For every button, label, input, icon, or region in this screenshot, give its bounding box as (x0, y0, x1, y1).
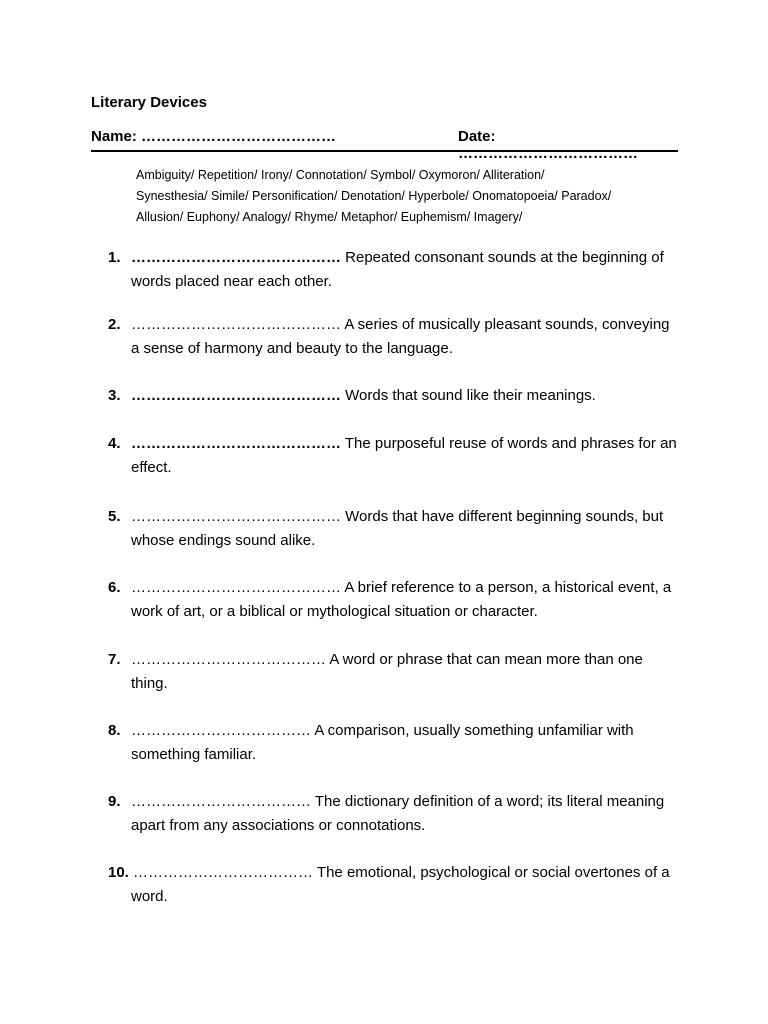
answer-blank: ……………………………… (131, 793, 311, 810)
page-title: Literary Devices (91, 94, 207, 111)
answer-blank: …………………………………… (131, 435, 341, 452)
date-field: Date: ……………………………… (458, 128, 638, 162)
question-text: A comparison, usually something unfamiliar with something familiar. (131, 722, 634, 763)
name-field: Name: ………………………………… (91, 128, 337, 145)
question-number: 1. (108, 249, 121, 266)
answer-blank: ……………………………… (131, 722, 311, 739)
question-text: A brief reference to a person, a historical event, a work of art, or a biblical or mythological situation or character. (131, 579, 672, 620)
answer-blank: …………………………………… (131, 387, 341, 404)
question-item (108, 246, 678, 294)
answer-blank: ……………………………… (133, 864, 314, 881)
question-number: 10. (108, 864, 129, 881)
question-text: The dictionary definition of a word; its literal meaning apart from any associations or connotations. (131, 793, 665, 834)
question-number: 9. (108, 793, 121, 810)
question-number: 5. (108, 508, 121, 525)
header-row (91, 128, 678, 162)
question-number: 4. (108, 435, 121, 452)
answer-blank: …………………………………… (131, 508, 341, 525)
word-bank (136, 165, 696, 228)
question-item (108, 861, 678, 909)
question-item (108, 505, 678, 553)
word-bank-line: Allusion/ Euphony/ Analogy/ Rhyme/ Metaphor/ Euphemism/ Imagery/ (136, 210, 523, 224)
question-text: A word or phrase that can mean more than one thing. (131, 651, 643, 692)
answer-blank: …………………………………… (131, 579, 341, 596)
question-item (108, 719, 678, 767)
question-number: 2. (108, 316, 121, 333)
answer-blank: …………………………………… (131, 249, 341, 266)
question-item (108, 384, 678, 408)
question-number: 3. (108, 387, 121, 404)
question-text: The purposeful reuse of words and phrases for an effect. (131, 435, 677, 476)
question-text: A series of musically pleasant sounds, conveying a sense of harmony and beauty to the language. (131, 316, 670, 357)
question-text: The emotional, psychological or social overtones of a word. (131, 864, 670, 905)
question-item (108, 648, 678, 696)
question-item (108, 432, 678, 480)
question-number: 6. (108, 579, 121, 596)
question-number: 7. (108, 651, 121, 668)
question-item (108, 576, 678, 624)
question-text: Repeated consonant sounds at the beginning of words placed near each other. (131, 249, 664, 290)
question-text: Words that sound like their meanings. (341, 387, 596, 404)
question-text: Words that have different beginning sounds, but whose endings sound alike. (131, 508, 664, 549)
answer-blank: …………………………………… (131, 316, 341, 333)
word-bank-line: Ambiguity/ Repetition/ Irony/ Connotation/ Symbol/ Oxymoron/ Alliteration/ (136, 168, 545, 182)
question-number: 8. (108, 722, 121, 739)
question-item (108, 790, 678, 838)
question-item (108, 313, 678, 361)
answer-blank: ………………………………… (131, 651, 326, 668)
word-bank-line: Synesthesia/ Simile/ Personification/ Denotation/ Hyperbole/ Onomatopoeia/ Paradox/ (136, 189, 612, 203)
